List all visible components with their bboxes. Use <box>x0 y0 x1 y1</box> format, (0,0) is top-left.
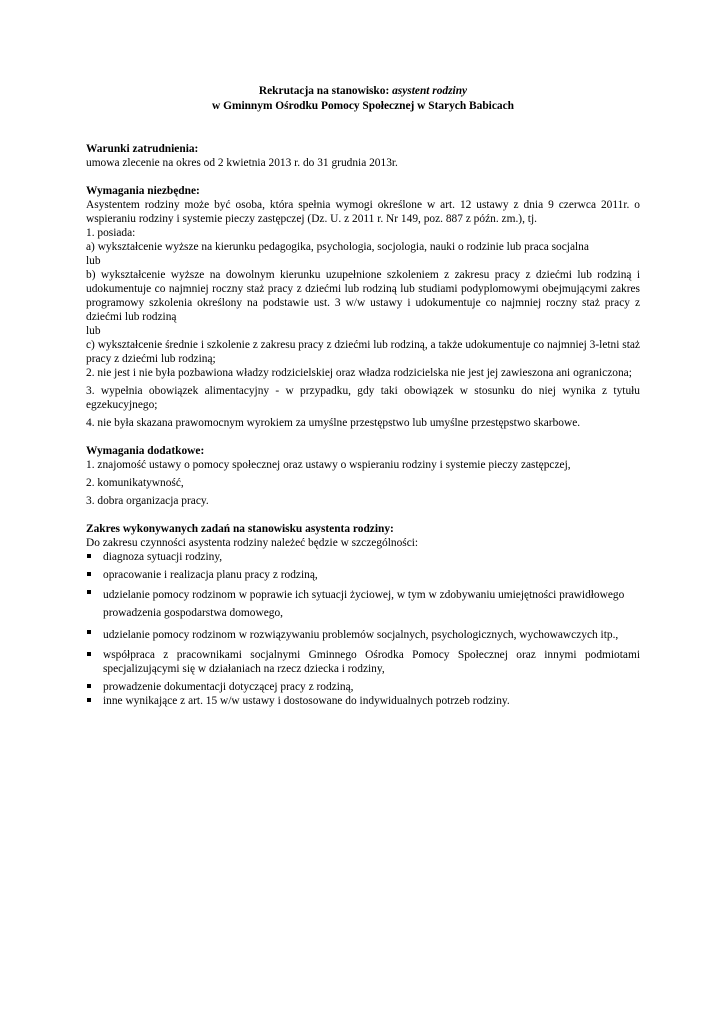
task-text: współpraca z pracownikami socjalnymi Gminnego Ośrodka Pomocy Społecznej oraz innymi podmiotami specjalizującymi się w działaniach na rzecz dziecka i rodziny, <box>103 649 640 675</box>
tasks-list <box>86 550 640 708</box>
required-item-a: a) wykształcenie wyższe na kierunku pedagogika, psychologia, socjologia, nauki o rodzinie lub praca socjalna <box>86 241 589 253</box>
required-item-3: 3. wypełnia obowiązek alimentacyjny - w przypadku, gdy taki obowiązek w stosunku do niej wynika z tytułu egzekucyjnego; <box>86 385 640 411</box>
required-intro: Asystentem rodziny może być osoba, która spełnia wymogi określone w art. 12 ustawy z dnia 9 czerwca 2011r. o wspieraniu rodziny i systemie pieczy zastępczej (Dz. U. z 2011 r. Nr 149, poz. 887 z późn. zm.), tj. <box>86 199 640 225</box>
title-line-1 <box>86 84 640 99</box>
task-text: inne wynikające z art. 15 w/w ustawy i dostosowane do indywidualnych potrzeb rodziny. <box>103 695 510 707</box>
conditions-heading: Warunki zatrudnienia: <box>86 143 199 155</box>
task-item <box>86 648 640 676</box>
task-item <box>86 626 640 644</box>
square-bullet-icon <box>87 698 91 702</box>
title-prefix: Rekrutacja na stanowisko: <box>258 85 393 97</box>
square-bullet-icon <box>87 572 91 576</box>
task-item <box>86 568 640 582</box>
required-or-1: lub <box>86 255 101 267</box>
additional-item-1: 1. znajomość ustawy o pomocy społecznej oraz ustawy o wspieraniu rodziny i systemie pieczy zastępczej, <box>86 459 571 471</box>
required-or-2: lub <box>86 325 101 337</box>
task-item <box>86 586 640 622</box>
required-section <box>86 184 640 430</box>
square-bullet-icon <box>87 652 91 656</box>
tasks-intro: Do zakresu czynności asystenta rodziny należeć będzie w szczególności: <box>86 537 419 549</box>
task-item <box>86 694 640 708</box>
conditions-text: umowa zlecenie na okres od 2 kwietnia 2013 r. do 31 grudnia 2013r. <box>86 157 398 169</box>
task-text: diagnoza sytuacji rodziny, <box>103 551 223 563</box>
square-bullet-icon <box>87 684 91 688</box>
tasks-section <box>86 522 640 708</box>
additional-section <box>86 444 640 508</box>
conditions-section <box>86 142 640 170</box>
square-bullet-icon <box>87 554 91 558</box>
additional-item-2: 2. komunikatywność, <box>86 477 184 489</box>
task-item <box>86 680 640 694</box>
additional-heading: Wymagania dodatkowe: <box>86 445 205 457</box>
document-page <box>86 84 640 708</box>
task-text: prowadzenie dokumentacji dotyczącej pracy z rodziną, <box>103 681 354 693</box>
required-item-c: c) wykształcenie średnie i szkolenie z zakresu pracy z dziećmi lub rodziną, a także udokumentuje co najmniej 3-letni staż pracy z dziećmi lub rodziną; <box>86 339 640 365</box>
square-bullet-icon <box>87 630 91 634</box>
task-item <box>86 550 640 564</box>
title-role: asystent rodziny <box>392 85 468 97</box>
additional-item-3: 3. dobra organizacja pracy. <box>86 495 209 507</box>
tasks-heading: Zakres wykonywanych zadań na stanowisku asystenta rodziny: <box>86 523 394 535</box>
required-heading: Wymagania niezbędne: <box>86 185 200 197</box>
required-item-2: 2. nie jest i nie była pozbawiona władzy rodzicielskiej oraz władza rodzicielska nie jest jej zawieszona ani ograniczona; <box>86 367 632 379</box>
required-item-b: b) wykształcenie wyższe na dowolnym kierunku uzupełnione szkoleniem z zakresu pracy z dziećmi lub rodziną i udokumentuje co najmniej roczny staż pracy z dziećmi lub rodziną lub studiami podyplomowymi obejmującymi zakres programowy szkolenia określony na podstawie ust. 3 w/w ustawy i udokumentuje co najmniej roczny staż pracy z dziećmi lub rodziną <box>86 269 640 323</box>
task-text: udzielanie pomocy rodzinom w poprawie ich sytuacji życiowej, w tym w zdobywaniu umiejętności prawidłowego prowadzenia gospodarstwa domowego, <box>103 589 625 619</box>
required-item-4: 4. nie była skazana prawomocnym wyrokiem za umyślne przestępstwo lub umyślne przestępstwo skarbowe. <box>86 417 581 429</box>
square-bullet-icon <box>87 590 91 594</box>
document-title <box>86 84 640 114</box>
required-item-1: 1. posiada: <box>86 227 136 239</box>
task-text: opracowanie i realizacja planu pracy z rodziną, <box>103 569 318 581</box>
task-text: udzielanie pomocy rodzinom w rozwiązywaniu problemów socjalnych, psychologicznych, wychowawczych itp., <box>103 629 619 641</box>
title-line-2: w Gminnym Ośrodku Pomocy Społecznej w Starych Babicach <box>212 100 514 112</box>
